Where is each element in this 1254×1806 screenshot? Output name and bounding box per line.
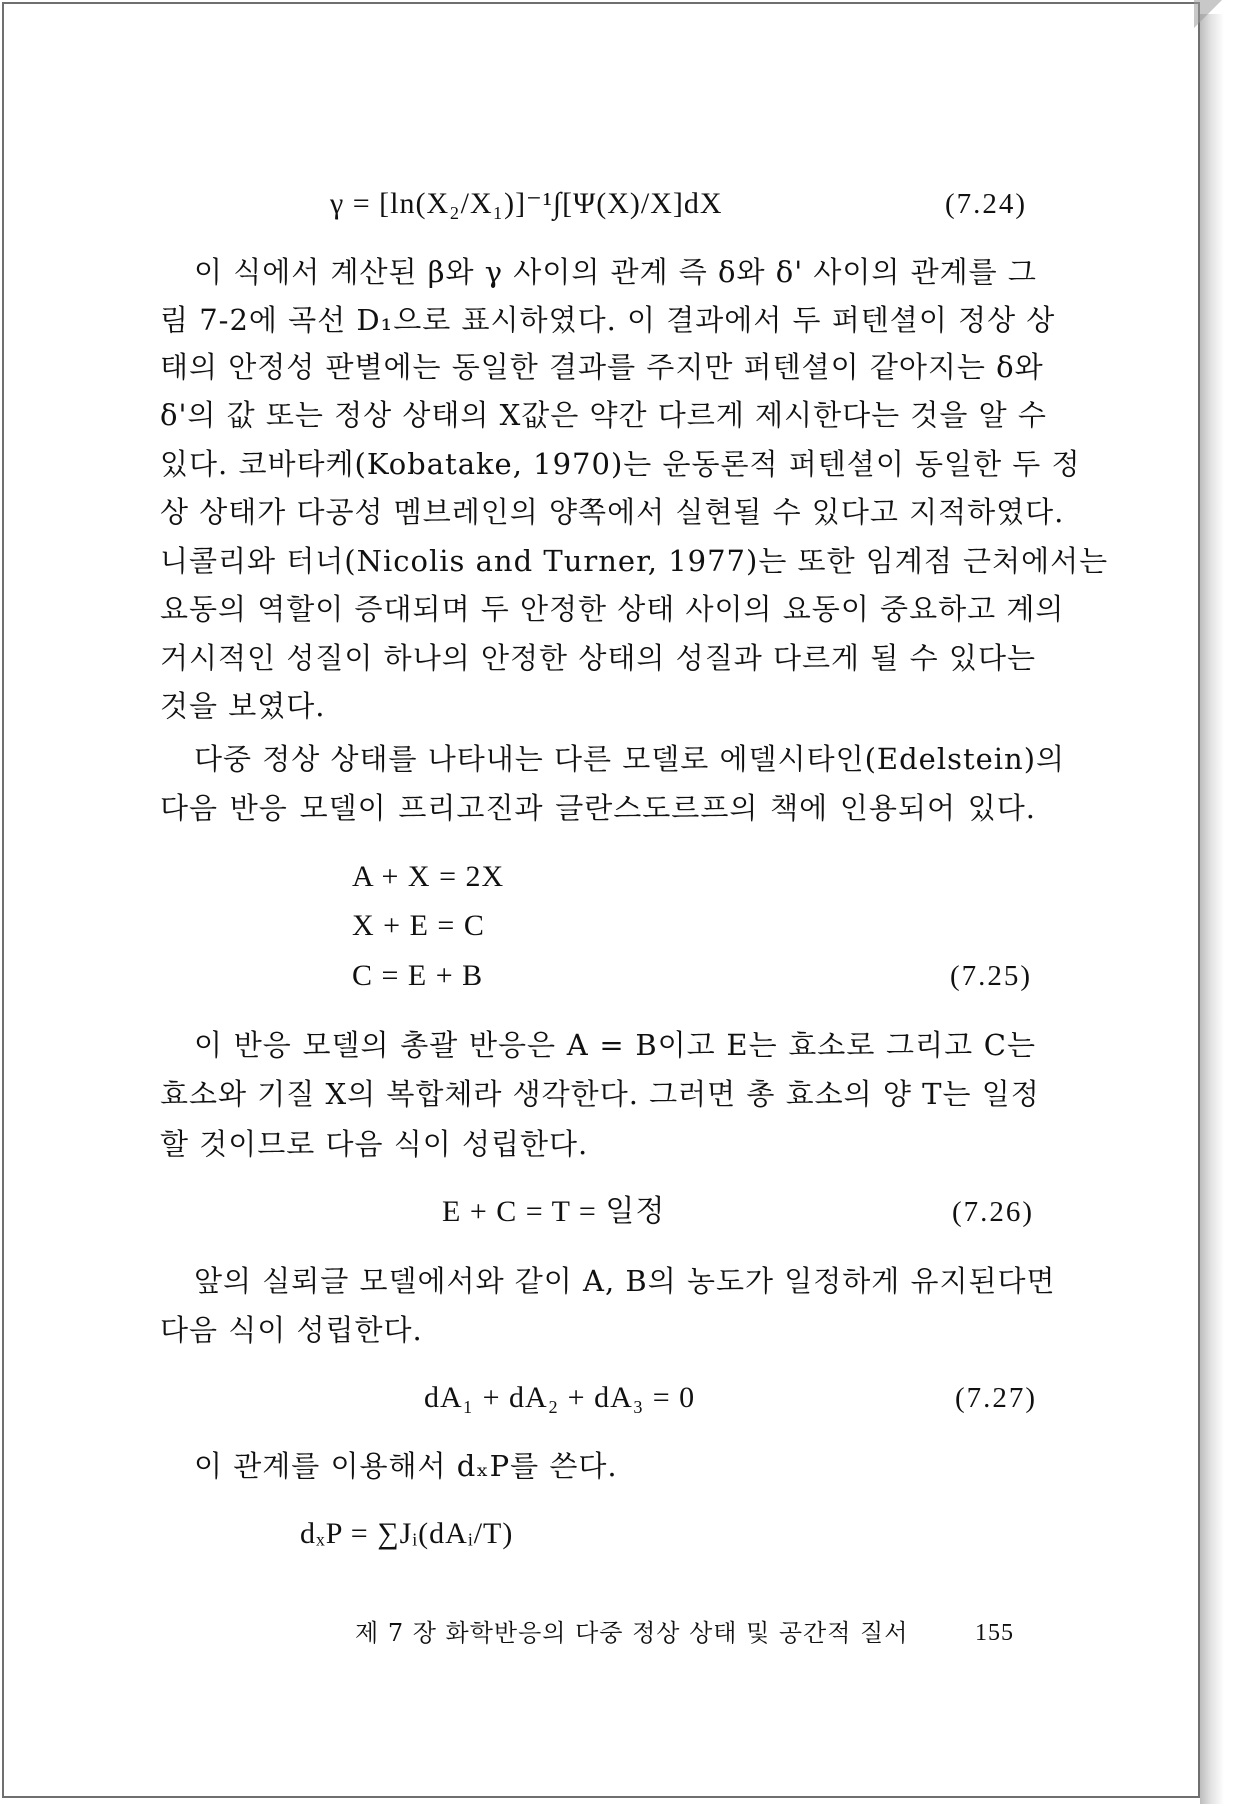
paragraph-1-line-3: 태의 안정성 판별에는 동일한 결과를 주지만 퍼텐셜이 같아지는 δ와: [160, 350, 1044, 384]
paragraph-1-line-7: 니콜리와 터너(Nicolis and Turner, 1977)는 또한 임계점 근처에서는: [160, 544, 1109, 578]
paragraph-1-line-6: 상 상태가 다공성 멤브레인의 양쪽에서 실현될 수 있다고 지적하였다.: [160, 495, 1065, 529]
paragraph-1-line-5: 있다. 코바타케(Kobatake, 1970)는 운동론적 퍼텐셜이 동일한 두 정: [160, 447, 1081, 481]
equation-7-26: E + C = T = 일정: [442, 1195, 666, 1228]
paragraph-1-line-2: 림 7-2에 곡선 D₁으로 표시하였다. 이 결과에서 두 퍼텐셜이 정상 상: [160, 303, 1056, 337]
page-edge-shadow: [1200, 14, 1224, 1804]
equation-7-27: dA₁ + dA₂ + dA₃ = 0: [424, 1381, 696, 1414]
equation-number-7-27: (7.27): [955, 1382, 1038, 1414]
paragraph-2-line-2: 다음 반응 모델이 프리고진과 글란스도르프의 책에 인용되어 있다.: [160, 791, 1036, 825]
running-footer-chapter-title: 제 7 장 화학반응의 다중 정상 상태 및 공간적 질서: [355, 1619, 909, 1647]
equation-7-25-line-3: C = E + B: [352, 959, 484, 992]
page-curl-corner: [1194, 0, 1222, 28]
paragraph-3-line-3: 할 것이므로 다음 식이 성립한다.: [160, 1127, 589, 1161]
paragraph-1-line-10: 것을 보였다.: [160, 689, 326, 723]
paragraph-1-line-9: 거시적인 성질이 하나의 안정한 상태의 성질과 다르게 될 수 있다는: [160, 641, 1036, 675]
paragraph-4-line-1: 앞의 실뢰글 모델에서와 같이 A, B의 농도가 일정하게 유지된다면: [194, 1264, 1056, 1298]
equation-number-7-24: (7.24): [945, 188, 1028, 220]
equation-dxp: dₓP = ∑Jᵢ(dAᵢ/T): [300, 1517, 514, 1550]
equation-number-7-25: (7.25): [950, 960, 1033, 992]
paragraph-3-line-2: 효소와 기질 X의 복합체라 생각한다. 그러면 총 효소의 양 T는 일정: [160, 1077, 1040, 1111]
equation-7-25-line-2: X + E = C: [352, 909, 485, 942]
paragraph-4-line-2: 다음 식이 성립한다.: [160, 1313, 423, 1347]
equation-number-7-26: (7.26): [952, 1196, 1035, 1228]
paragraph-1-line-4: δ'의 값 또는 정상 상태의 X값은 약간 다르게 제시한다는 것을 알 수: [160, 398, 1047, 432]
page-number: 155: [975, 1620, 1014, 1646]
paragraph-1-line-1: 이 식에서 계산된 β와 γ 사이의 관계 즉 δ와 δ' 사이의 관계를 그: [194, 255, 1037, 289]
paragraph-5-line-1: 이 관계를 이용해서 dₓP를 쓴다.: [194, 1449, 618, 1483]
equation-7-24: γ = [ln(X₂/X₁)]⁻¹∫[Ψ(X)/X]dX: [330, 187, 723, 220]
paragraph-3-line-1: 이 반응 모델의 총괄 반응은 A = B이고 E는 효소로 그리고 C는: [194, 1028, 1036, 1062]
paragraph-1-line-8: 요동의 역할이 증대되며 두 안정한 상태 사이의 요동이 중요하고 계의: [160, 592, 1065, 626]
paragraph-2-line-1: 다중 정상 상태를 나타내는 다른 모델로 에델시타인(Edelstein)의: [194, 742, 1066, 776]
equation-7-25-line-1: A + X = 2X: [352, 860, 505, 893]
